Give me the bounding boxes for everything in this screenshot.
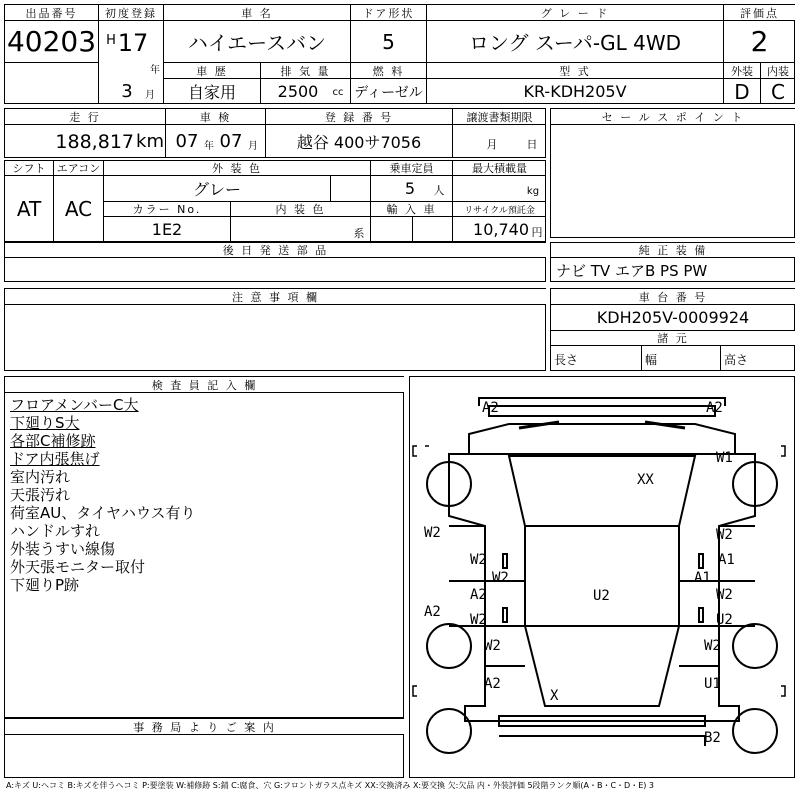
remark-line: 各部C補修跡 (10, 432, 96, 450)
mark-right-fender: W1 (716, 450, 733, 466)
inspector-label: 検 査 員 記 入 欄 (5, 377, 404, 392)
exterior-grade: D (734, 79, 750, 104)
inspector-remarks (0, 396, 404, 716)
lot-number-label: 出品番号 (5, 5, 98, 20)
mark-right-door-rear-a: W2 (716, 587, 733, 603)
ac: AC (64, 197, 93, 221)
car-name-label: 車 名 (164, 5, 350, 20)
mark-rear-bumper: B2 (704, 730, 721, 746)
mark-front-left: A2 (482, 400, 499, 416)
sales-point-block (550, 108, 795, 238)
interior-grade: C (771, 79, 785, 104)
remark-line: 天張汚れ (10, 486, 71, 504)
capacity-unit: 人 (433, 184, 445, 197)
remark-line: 下廻りP跡 (10, 576, 80, 594)
plate-number: 越谷 400サ7056 (296, 133, 422, 152)
first-reg-month: 3 (121, 80, 133, 102)
mark-left-rear: A2 (484, 676, 501, 692)
mark-front-right: A2 (706, 400, 723, 416)
mark-right-side-mid: A1 (694, 570, 711, 586)
notes-label: 注 意 事 項 欄 (5, 289, 546, 304)
plate-label: 登 録 番 号 (266, 109, 452, 124)
damage-legend: A:キズ U:ヘコミ B:キズを伴うヘコミ P:要塗装 W:補修跡 S:錆 C:腐食、穴 G:フロントガラス点キズ XX:交換済み X:要交換 欠:欠品 内・外装評価 5段階ランク順(A・B・C・D・E) 3 (6, 781, 655, 790)
car-diagram (409, 376, 795, 778)
remark-line: ドア内張焦げ (10, 450, 100, 468)
fuel-label: 燃 料 (351, 63, 426, 78)
mark-left-door-front: W2 (470, 552, 487, 568)
transfer-day: 日 (526, 138, 538, 151)
recycle-fee: 10,740 (473, 220, 529, 239)
equipment-label: 純 正 装 備 (551, 243, 795, 257)
mark-left-quarter: W2 (484, 638, 501, 654)
door-type: 5 (382, 29, 395, 54)
transfer-month: 月 (486, 138, 498, 151)
mark-right-door-rear-b: U2 (716, 612, 733, 628)
mark-left-door-rear-b: W2 (470, 612, 487, 628)
inspection-label: 車 検 (166, 109, 265, 124)
ac-label: エアコン (56, 162, 101, 175)
grade-label: グ レ ー ド (427, 5, 723, 20)
recycle-fee-unit: 円 (531, 226, 543, 239)
first-reg-year: 17 (118, 29, 148, 57)
interior-color-label: 内 装 色 (231, 202, 370, 216)
fuel: ディーゼル (354, 84, 423, 101)
mark-left-door-front-b: W2 (492, 570, 509, 586)
mark-right-door-front: W2 (716, 527, 733, 543)
remark-line: 下廻りS大 (10, 414, 80, 432)
shift-label: シフト (12, 162, 46, 175)
max-load-unit: kg (526, 185, 540, 197)
width-label: 幅 (645, 352, 658, 367)
capacity: 5 (404, 179, 416, 198)
mark-left-door-rear-a: A2 (470, 587, 487, 603)
mileage-unit: km (136, 131, 164, 152)
chassis-number: KDH205V-0009924 (596, 308, 750, 327)
grade: ロング スーパ-GL 4WD (468, 31, 682, 55)
later-parts-label: 後 日 発 送 部 品 (5, 243, 546, 257)
model: KR-KDH205V (523, 82, 627, 101)
remark-line: 荷室AU、タイヤハウス有り (10, 504, 196, 522)
mark-right-door-front-b: A1 (718, 552, 735, 568)
model-label: 型 式 (427, 63, 723, 78)
height-label: 高さ (724, 352, 749, 367)
mark-right-quarter: W2 (704, 638, 721, 654)
lot-number: 40203 (6, 25, 97, 58)
inspection-month-unit: 月 (248, 140, 258, 152)
sales-point-label: セ ー ル ス ポ イ ン ト (551, 109, 795, 124)
import-label: 輸 入 車 (371, 202, 452, 216)
color-no-label: カラー No. (104, 202, 230, 216)
displacement-label: 排 気 量 (261, 63, 350, 78)
remark-line: フロアメンバーC大 (10, 396, 139, 414)
interior-label: 内装 (767, 64, 789, 78)
score: 2 (750, 25, 769, 58)
color-label: 外 装 色 (104, 161, 370, 175)
chassis-label: 車 台 番 号 (551, 289, 795, 304)
mark-left-fender: W2 (424, 525, 441, 541)
equipment: ナビ TV エアB PS PW (556, 261, 708, 280)
first-reg-month-unit: 月 (145, 89, 155, 101)
mileage-label: 走 行 (5, 109, 165, 124)
remark-line: 外天張モニター取付 (10, 558, 146, 576)
mark-roof: U2 (593, 588, 610, 604)
length-label: 長さ (554, 352, 579, 367)
color: グレー (192, 180, 241, 199)
office-label: 事 務 局 よ り ご 案 内 (5, 719, 404, 734)
remark-line: ハンドルすれ (10, 522, 101, 540)
mark-left-rear-side: A2 (424, 604, 441, 620)
inspection-month: 07 (219, 131, 243, 152)
door-type-label: ドア形状 (351, 5, 426, 20)
recycle-label: リサイクル預託金 (464, 205, 535, 216)
displacement-unit: cc (332, 86, 344, 98)
mark-rear-center: X (550, 688, 559, 704)
dimensions-label: 諸 元 (551, 331, 795, 345)
exterior-label: 外装 (731, 64, 753, 78)
remark-line: 外装うすい線傷 (10, 540, 116, 558)
inspection-year-unit: 年 (204, 140, 214, 152)
interior-color-unit: 系 (353, 227, 365, 240)
max-load-label: 最大積載量 (472, 162, 527, 175)
shift: AT (16, 197, 42, 221)
history: 自家用 (187, 83, 236, 102)
mileage: 188,817 (55, 130, 134, 153)
capacity-label: 乗車定員 (389, 162, 434, 175)
first-reg-era: H (106, 32, 116, 48)
first-reg-year-unit: 年 (150, 64, 160, 76)
first-reg-label: 初度登録 (99, 5, 163, 20)
score-label: 評価点 (724, 5, 795, 20)
remark-line: 室内汚れ (10, 468, 71, 486)
color-no: 1E2 (151, 220, 183, 239)
transfer-deadline-label: 譲渡書類期限 (466, 110, 533, 124)
inspection-year: 07 (175, 131, 199, 152)
history-label: 車 歴 (164, 63, 260, 78)
mark-right-rear: U1 (704, 676, 721, 692)
mark-hood: XX (637, 472, 654, 488)
displacement: 2500 (277, 82, 319, 101)
car-name: ハイエースバン (187, 31, 327, 55)
